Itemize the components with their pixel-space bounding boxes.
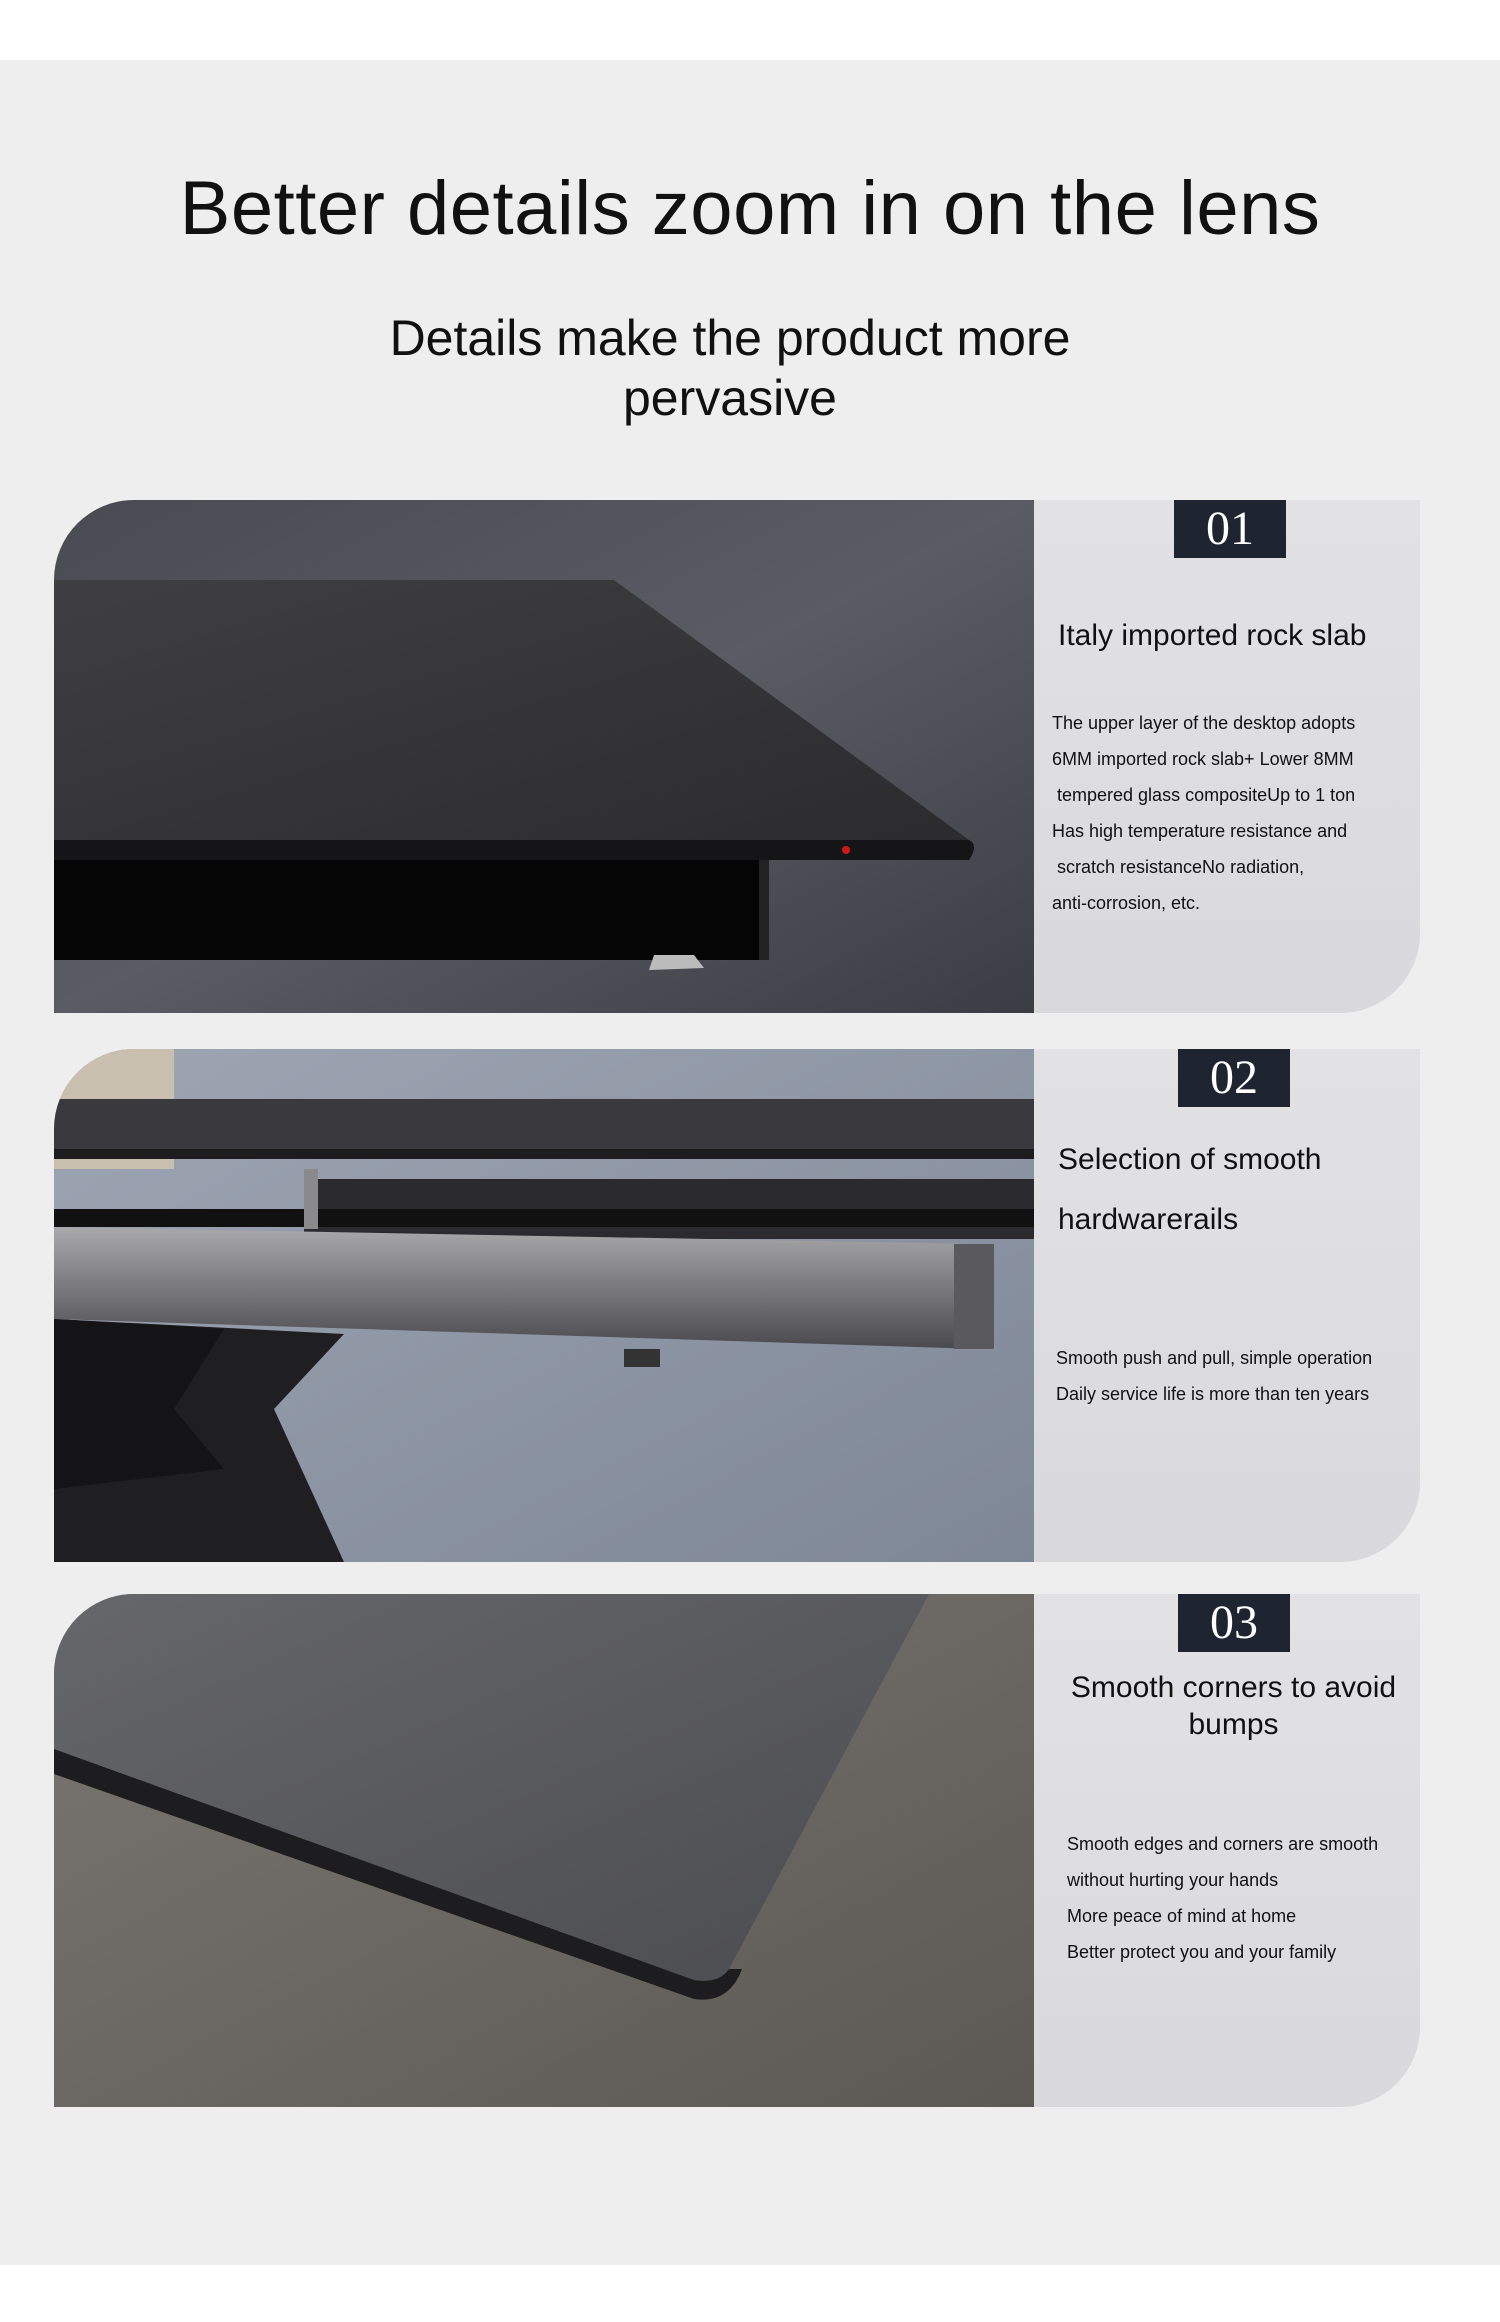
feature-title-3-line-2: bumps <box>1188 1708 1279 1741</box>
feature-title-3 <box>1056 1669 1411 1743</box>
description-line: Has high temperature resistance and <box>1052 821 1348 841</box>
feature-title-1 <box>1058 606 1366 666</box>
description-line: anti-corrosion, etc. <box>1052 893 1201 913</box>
subtitle-line-1: Details make the product more <box>389 310 1071 366</box>
feature-description-2 <box>1056 1340 1372 1412</box>
feature-panel-2 <box>1034 1049 1420 1562</box>
feature-description-3 <box>1067 1826 1378 1970</box>
smooth-corners-photo <box>54 1594 1034 2107</box>
feature-title-1-line-1: Italy imported rock slab <box>1058 619 1367 652</box>
description-line: Daily service life is more than ten years <box>1056 1384 1370 1404</box>
feature-description-1 <box>1052 705 1355 921</box>
page-title: Better details zoom in on the lens <box>179 166 1321 251</box>
feature-card-2 <box>54 1049 1420 1562</box>
feature-panel-3 <box>1034 1594 1420 2107</box>
feature-title-2 <box>1058 1130 1321 1250</box>
badge-02: 02 <box>1178 1049 1290 1107</box>
description-line: without hurting your hands <box>1067 1870 1279 1890</box>
feature-panel-1 <box>1034 500 1420 1013</box>
subtitle-line-2: pervasive <box>623 370 837 426</box>
hardware-rails-photo <box>54 1049 1034 1562</box>
feature-title-2-line-1: Selection of smooth <box>1058 1143 1322 1176</box>
feature-card-1 <box>54 500 1420 1013</box>
feature-title-2-line-2: hardwarerails <box>1058 1203 1239 1236</box>
badge-03: 03 <box>1178 1594 1290 1652</box>
description-line: Better protect you and your family <box>1067 1942 1337 1962</box>
feature-card-3 <box>54 1594 1420 2107</box>
description-line: Smooth push and pull, simple operation <box>1056 1348 1373 1368</box>
feature-title-3-line-1: Smooth corners to avoid <box>1070 1671 1397 1704</box>
description-line: The upper layer of the desktop adopts <box>1052 713 1356 733</box>
description-line: 6MM imported rock slab+ Lower 8MM <box>1052 749 1354 769</box>
description-line: tempered glass compositeUp to 1 ton <box>1052 785 1356 805</box>
badge-01: 01 <box>1174 500 1286 558</box>
description-line: Smooth edges and corners are smooth <box>1067 1834 1379 1854</box>
description-line: More peace of mind at home <box>1067 1906 1297 1926</box>
page-subtitle <box>330 308 1130 428</box>
description-line: scratch resistanceNo radiation, <box>1052 857 1305 877</box>
rock-slab-photo <box>54 500 1034 1013</box>
